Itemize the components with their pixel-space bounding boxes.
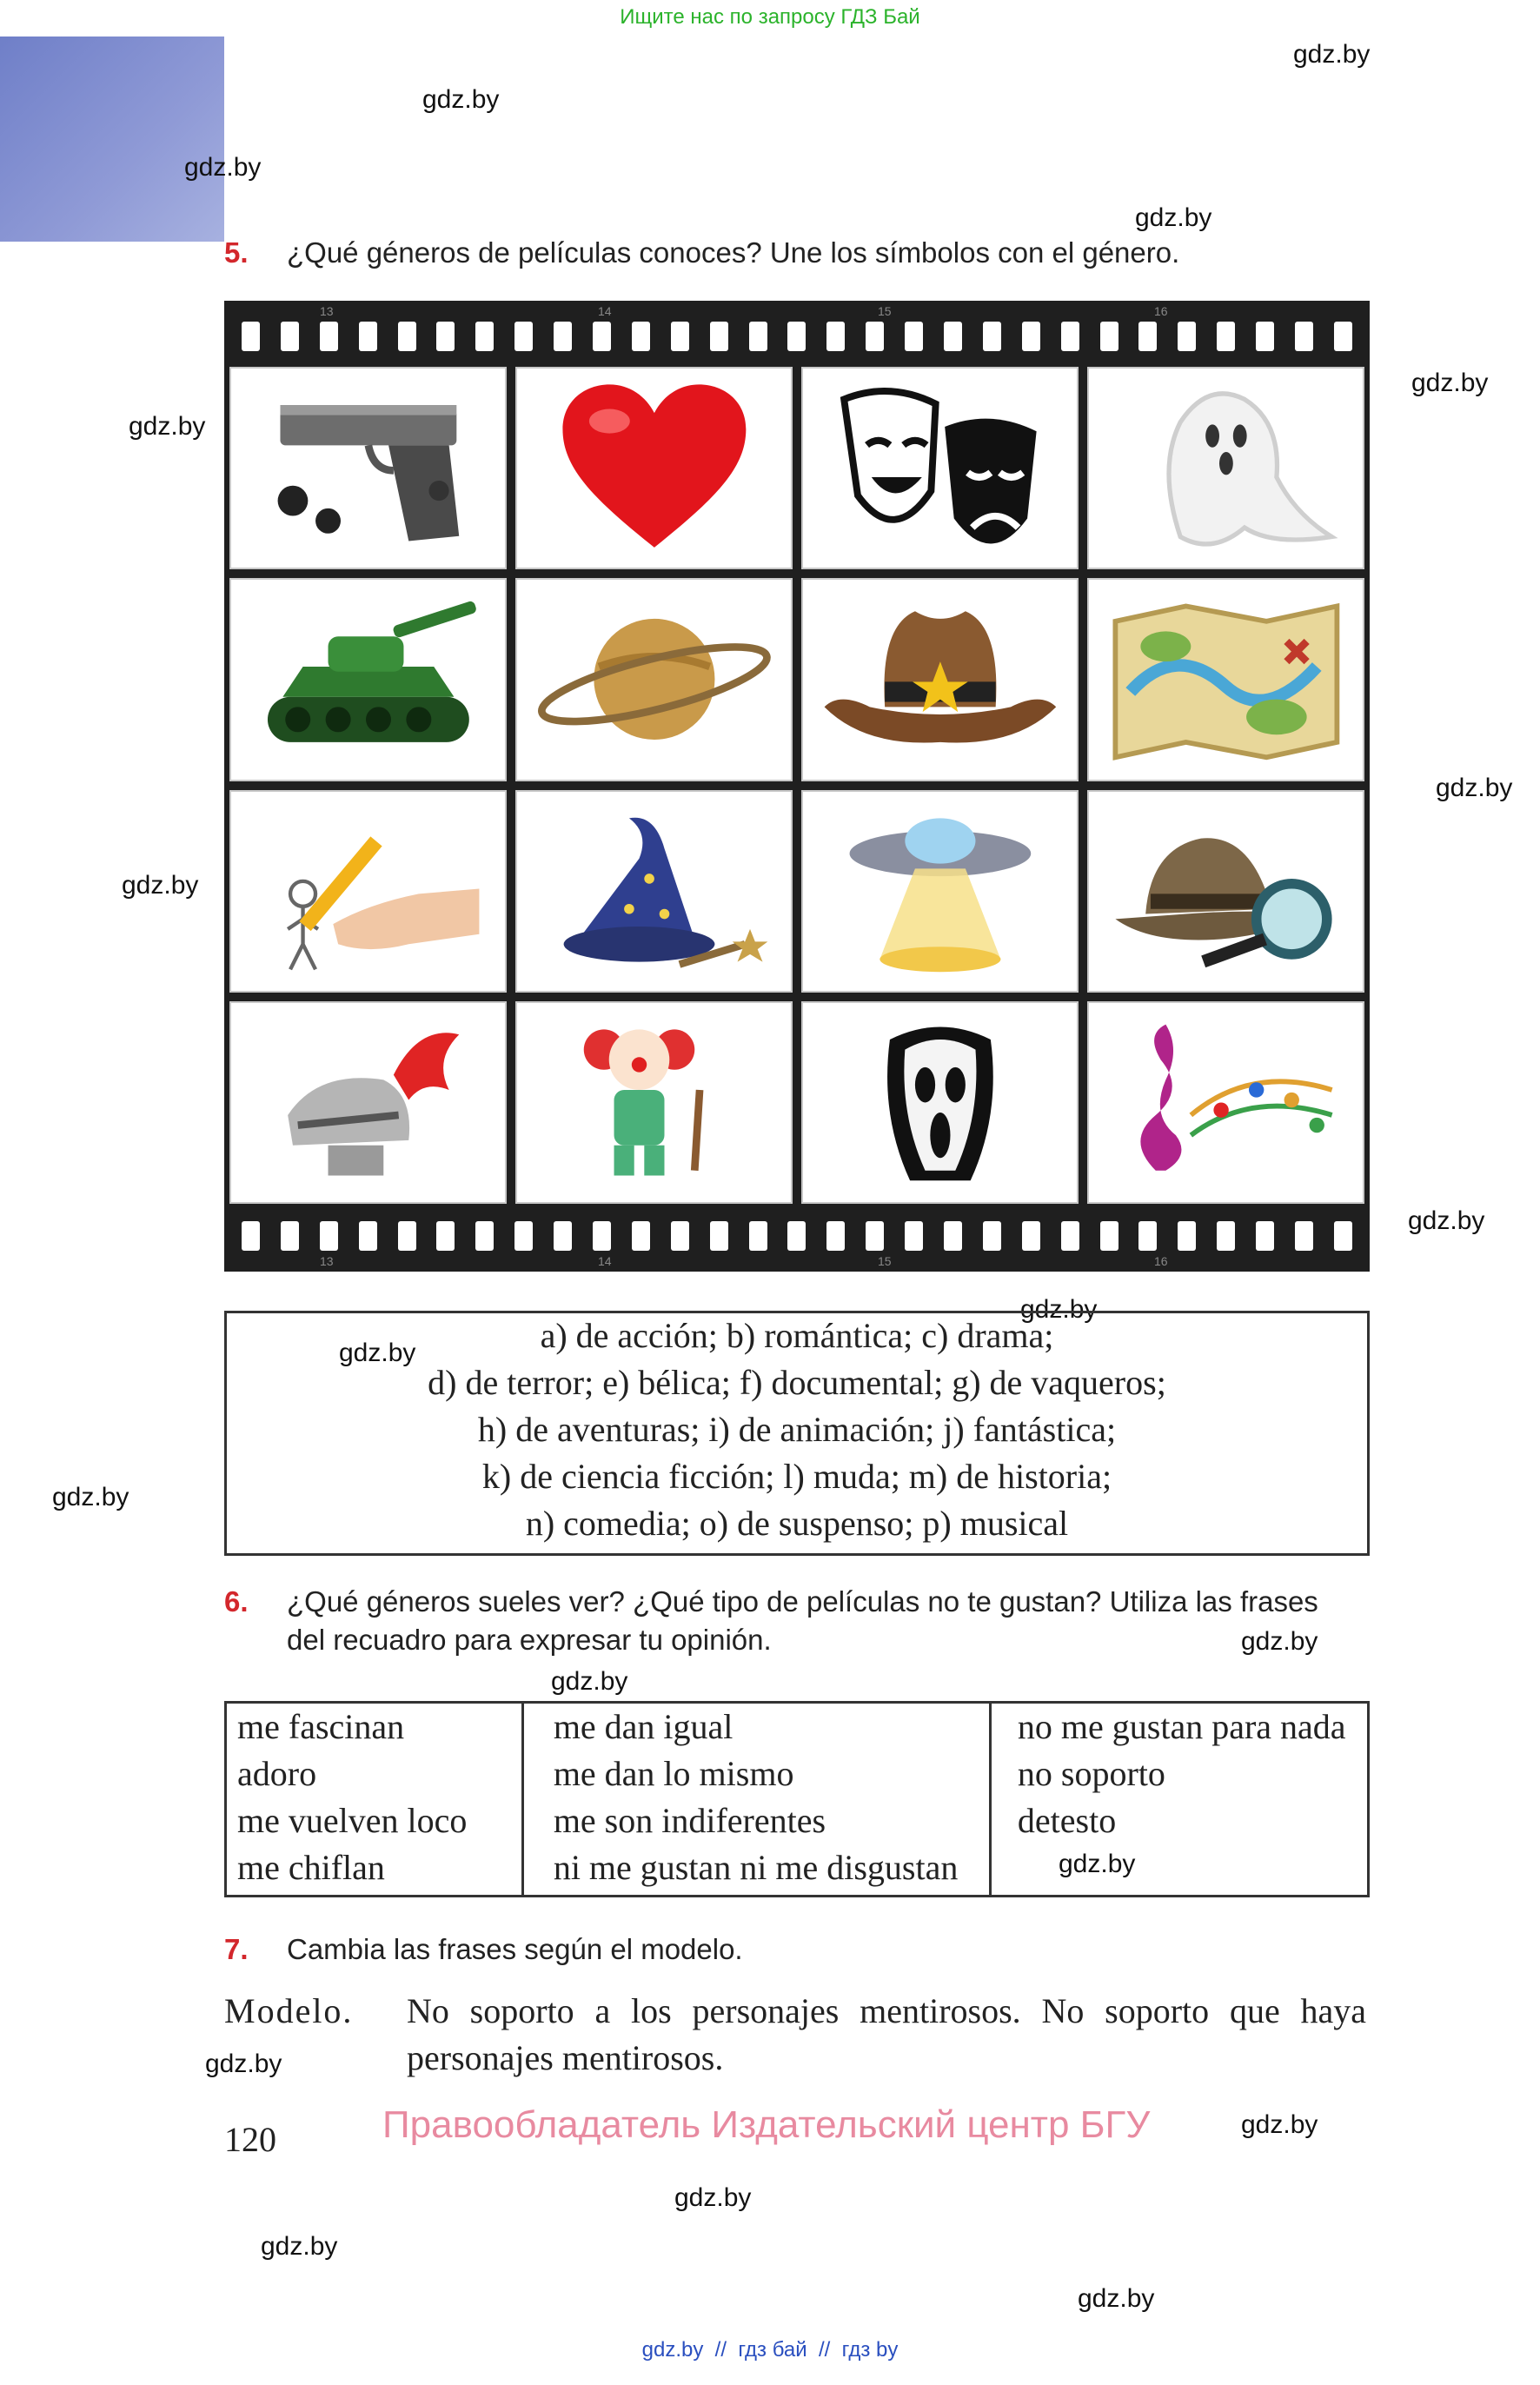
cell-animation: [229, 790, 507, 993]
phrase: no me gustan para nada: [1017, 1707, 1346, 1746]
scream-mask-icon: [814, 1011, 1066, 1194]
cell-heart: [515, 367, 793, 569]
exercise-6-text-line2: del recuadro para expresar tu opinión.: [287, 1624, 772, 1656]
clown-icon: [528, 1011, 780, 1194]
detective-hat-icon: [1100, 800, 1352, 983]
treasure-map-icon: [1100, 588, 1352, 771]
genres-line: h) de aventuras; i) de animación; j) fantástica;: [477, 1410, 1117, 1449]
film-strip: [224, 301, 1370, 1272]
ghost-icon: [1100, 376, 1352, 560]
watermark: gdz.by: [205, 2050, 282, 2078]
watermark: gdz.by: [1020, 1295, 1098, 1324]
music-notes-icon: [1100, 1011, 1352, 1194]
phrase: me fascinan: [237, 1707, 405, 1746]
phrase-table: [224, 1701, 1370, 1897]
phrase: me dan igual: [553, 1707, 733, 1746]
footer-links[interactable]: gdz.by // гдз бай // гдз by: [641, 2338, 899, 2362]
frame-number: 13: [320, 304, 334, 318]
phrase: adoro: [237, 1754, 317, 1793]
watermark: gdz.by: [52, 1483, 129, 1511]
watermark: gdz.by: [1408, 1206, 1485, 1235]
watermark: gdz.by: [339, 1339, 416, 1367]
top-banner[interactable]: Ищите нас по запросу ГДЗ Бай: [620, 5, 920, 29]
cell-pistol: [229, 367, 507, 569]
wizard-hat-icon: [528, 800, 780, 983]
watermark: gdz.by: [1241, 1627, 1318, 1656]
planet-icon: [528, 588, 780, 771]
cell-planet: [515, 578, 793, 781]
watermark: gdz.by: [1241, 2110, 1318, 2139]
frame-number: 15: [878, 1254, 892, 1268]
watermark: gdz.by: [422, 85, 500, 114]
phrase: detesto: [1017, 1801, 1117, 1840]
exercise-6-number: 6.: [224, 1585, 249, 1618]
film-holes-top: [242, 322, 1352, 351]
cowboy-hat-icon: [814, 588, 1066, 771]
watermark: gdz.by: [1078, 2284, 1155, 2313]
watermark: gdz.by: [1135, 203, 1212, 232]
frame-number: 14: [598, 1254, 612, 1268]
cell-knight: [229, 1001, 507, 1204]
phrase-column-dislike: [992, 1704, 1367, 1895]
cell-music: [1087, 1001, 1364, 1204]
phrase: me dan lo mismo: [553, 1754, 794, 1793]
genres-line: a) de acción; b) romántica; c) drama;: [540, 1316, 1054, 1355]
watermark: gdz.by: [184, 153, 262, 182]
genres-line: n) comedia; o) de suspenso; p) musical: [525, 1504, 1069, 1543]
phrase-column-neutral: [524, 1704, 992, 1895]
frame-number: 13: [320, 1254, 334, 1268]
phrase: no soporto: [1017, 1754, 1165, 1793]
cell-cowboy-hat: [801, 578, 1079, 781]
page-number: 120: [224, 2120, 276, 2159]
film-holes-bottom: [242, 1221, 1352, 1251]
cell-ufo: [801, 790, 1079, 993]
cell-wizard-hat: [515, 790, 793, 993]
phrase: me chiflan: [237, 1848, 385, 1887]
phrase: ni me gustan ni me disgustan: [553, 1848, 959, 1887]
cell-scream: [801, 1001, 1079, 1204]
watermark: gdz.by: [122, 871, 199, 900]
frame-number: 14: [598, 304, 612, 318]
ufo-icon: [814, 800, 1066, 983]
genres-line: d) de terror; e) bélica; f) documental; g) de vaqueros;: [428, 1363, 1166, 1402]
phrase: me son indiferentes: [553, 1801, 826, 1840]
pistol-icon: [242, 376, 495, 560]
cell-clown: [515, 1001, 793, 1204]
model-line2: personajes mentirosos.: [407, 2038, 724, 2077]
cell-map: [1087, 578, 1364, 781]
watermark: gdz.by: [1293, 40, 1371, 69]
corner-decoration: [0, 37, 224, 242]
exercise-7-text: Cambia las frases según el modelo.: [287, 1933, 743, 1965]
model-label: Modelo.: [224, 1991, 354, 2030]
watermark: gdz.by: [1059, 1850, 1136, 1878]
genres-box: [224, 1311, 1370, 1556]
watermark: gdz.by: [674, 2183, 752, 2212]
phrase: me vuelven loco: [237, 1801, 468, 1840]
genres-line: k) de ciencia ficción; l) muda; m) de historia;: [481, 1457, 1112, 1496]
exercise-5-text: ¿Qué géneros de películas conoces? Une los símbolos con el género.: [287, 236, 1180, 269]
watermark: gdz.by: [129, 412, 206, 441]
watermark: gdz.by: [551, 1667, 628, 1696]
theater-masks-icon: [814, 376, 1066, 560]
exercise-6-text-line1: ¿Qué géneros sueles ver? ¿Qué tipo de películas no te gustan? Utiliza las frases: [287, 1585, 1318, 1618]
frame-number: 16: [1154, 304, 1168, 318]
cell-tank: [229, 578, 507, 781]
cell-ghost: [1087, 367, 1364, 569]
watermark: gdz.by: [1436, 774, 1513, 802]
frame-number: 16: [1154, 1254, 1168, 1268]
drawing-hand-icon: [242, 800, 495, 983]
watermark: gdz.by: [1411, 369, 1489, 397]
phrase-column-like: [227, 1704, 524, 1895]
watermark: gdz.by: [261, 2232, 338, 2261]
knight-helmet-icon: [242, 1011, 495, 1194]
exercise-5-number: 5.: [224, 236, 249, 269]
model-line1: No soporto a los personajes mentirosos. No soporto que haya: [407, 1991, 1366, 2030]
exercise-7-number: 7.: [224, 1933, 249, 1965]
heart-icon: [528, 376, 780, 560]
cell-masks: [801, 367, 1079, 569]
tank-icon: [242, 588, 495, 771]
frame-number: 15: [878, 304, 892, 318]
cell-detective: [1087, 790, 1364, 993]
genre-symbol-grid: [229, 367, 1364, 1204]
copyright-notice: Правообладатель Издательский центр БГУ: [382, 2103, 1151, 2146]
